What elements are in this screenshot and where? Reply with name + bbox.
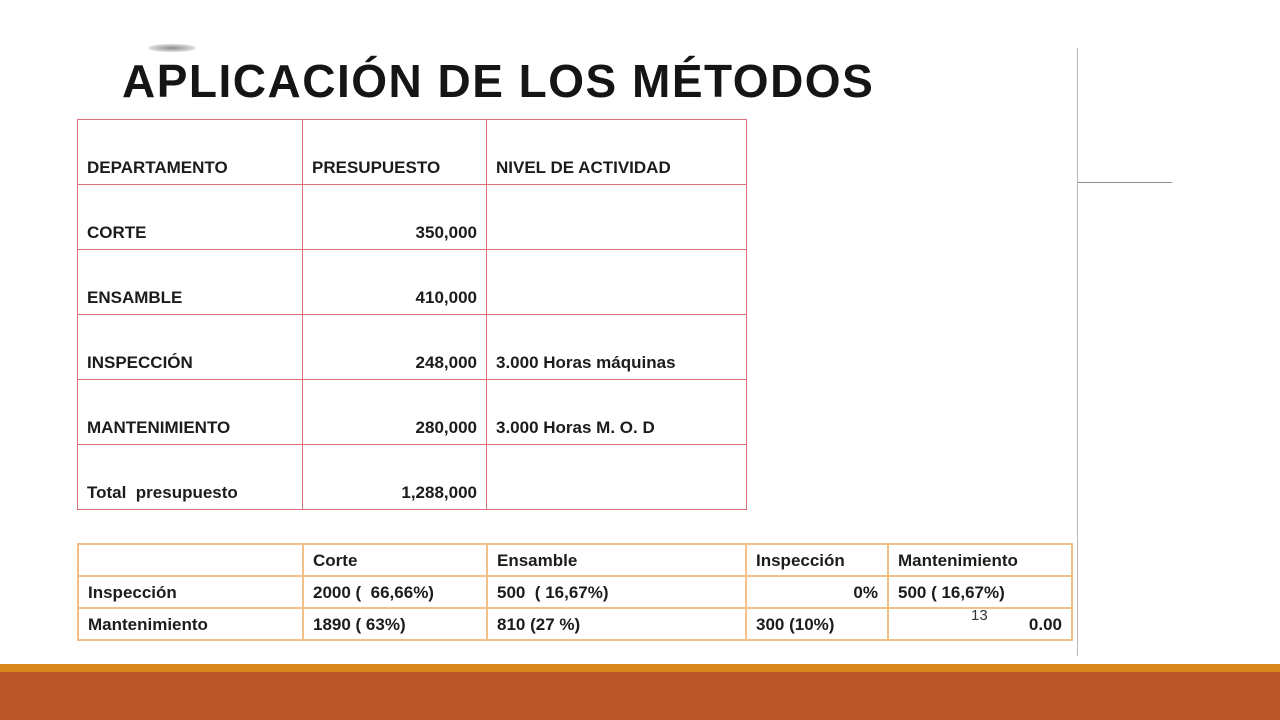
corte-cell: 1890 ( 63%) [303, 608, 487, 640]
table-header-row [78, 544, 1072, 576]
total-value: 1,288,000 [303, 445, 487, 510]
activity-cell [487, 445, 747, 510]
row-label: Mantenimiento [78, 608, 303, 640]
table-row [78, 250, 747, 315]
budget-table [77, 119, 747, 510]
dept-cell: MANTENIMIENTO [78, 380, 303, 445]
header-inspeccion: Inspección [746, 544, 888, 576]
header-mantenimiento: Mantenimiento [888, 544, 1072, 576]
footer-accent-stripe [0, 664, 1280, 672]
inspeccion-cell: 300 (10%) [746, 608, 888, 640]
activity-cell [487, 185, 747, 250]
decorative-smudge [148, 44, 196, 52]
table-row-total [78, 445, 747, 510]
activity-cell [487, 250, 747, 315]
dept-cell: ENSAMBLE [78, 250, 303, 315]
table-row [78, 315, 747, 380]
horizontal-divider [1078, 182, 1172, 183]
activity-cell: 3.000 Horas máquinas [487, 315, 747, 380]
table-header-row [78, 120, 747, 185]
budget-cell: 410,000 [303, 250, 487, 315]
budget-cell: 248,000 [303, 315, 487, 380]
dept-cell: CORTE [78, 185, 303, 250]
header-empty [78, 544, 303, 576]
table-row [78, 185, 747, 250]
ensamble-cell: 810 (27 %) [487, 608, 746, 640]
corte-cell: 2000 ( 66,66%) [303, 576, 487, 608]
total-label: Total presupuesto [78, 445, 303, 510]
header-departamento: DEPARTAMENTO [78, 120, 303, 185]
mantenimiento-cell: 0.00 [1028, 614, 1062, 634]
ensamble-cell: 500 ( 16,67%) [487, 576, 746, 608]
page-number: 13 [971, 608, 988, 624]
header-presupuesto: PRESUPUESTO [303, 120, 487, 185]
table-row [78, 576, 1072, 608]
budget-cell: 280,000 [303, 380, 487, 445]
header-corte: Corte [303, 544, 487, 576]
mantenimiento-cell: 500 ( 16,67%) [888, 576, 1072, 608]
header-ensamble: Ensamble [487, 544, 746, 576]
budget-cell: 350,000 [303, 185, 487, 250]
table-row [78, 608, 1072, 640]
activity-cell: 3.000 Horas M. O. D [487, 380, 747, 445]
distribution-table [77, 543, 1073, 641]
row-label: Inspección [78, 576, 303, 608]
header-nivel-actividad: NIVEL DE ACTIVIDAD [487, 120, 747, 185]
inspeccion-cell: 0% [746, 576, 888, 608]
page-title: APLICACIÓN DE LOS MÉTODOS [122, 55, 875, 107]
footer-band [0, 672, 1280, 720]
table-row [78, 380, 747, 445]
mantenimiento-cell-wrapper [888, 608, 1072, 640]
vertical-divider [1077, 48, 1078, 656]
dept-cell: INSPECCIÓN [78, 315, 303, 380]
